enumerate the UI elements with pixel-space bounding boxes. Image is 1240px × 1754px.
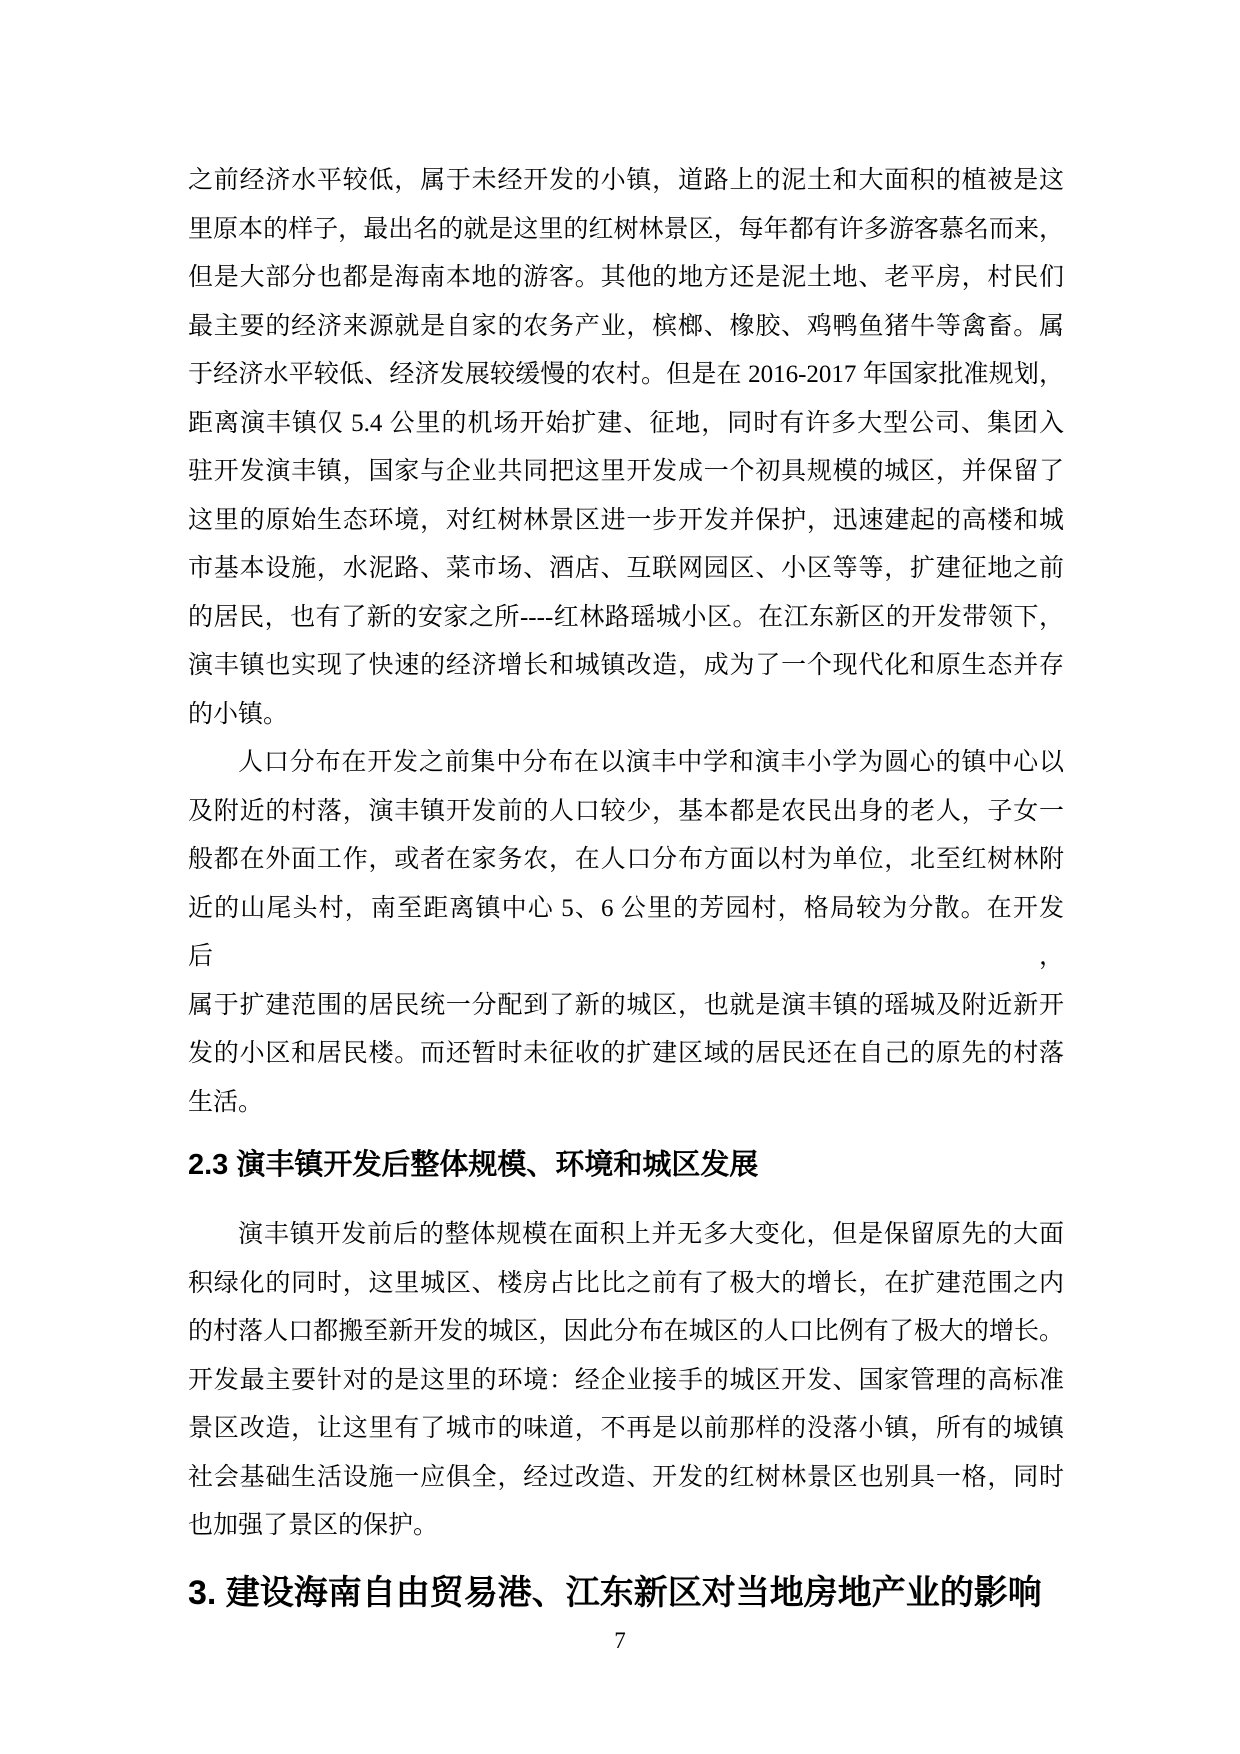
text-line: 的居民，也有了新的安家之所----红林路瑶城小区。在江东新区的开发带领下，	[188, 603, 1064, 631]
text-line: 距离演丰镇仅 5.4 公里的机场开始扩建、征地，同时有许多大型公司、集团入	[188, 409, 1064, 437]
text-line: 但是大部分也都是海南本地的游客。其他的地方还是泥土地、老平房，村民们	[188, 264, 1064, 291]
paragraph	[188, 157, 1064, 739]
paragraph	[188, 739, 1064, 1127]
page-number: 7	[614, 1628, 626, 1653]
text-line: 于经济水平较低、经济发展较缓慢的农村。但是在 2016-2017 年国家批准规划，	[188, 361, 1064, 388]
text-line: 里原本的样子，最出名的就是这里的红树林景区，每年都有许多游客慕名而来，	[188, 215, 1064, 243]
text-line: 最主要的经济来源就是自家的农务产业，槟榔、橡胶、鸡鸭鱼猪牛等禽畜。属	[188, 312, 1064, 340]
text-line: 驻开发演丰镇，国家与企业共同把这里开发成一个初具规模的城区，并保留了	[188, 458, 1064, 485]
text-line: 人口分布在开发之前集中分布在以演丰中学和演丰小学为圆心的镇中心以	[238, 749, 1064, 776]
text-line: 积绿化的同时，这里城区、楼房占比比之前有了极大的增长，在扩建范围之内	[188, 1269, 1064, 1297]
text-line: 这里的原始生态环境，对红树林景区进一步开发并保护，迅速建起的高楼和城	[188, 506, 1064, 534]
section-heading-3: 3. 建设海南自由贸易港、江东新区对当地房地产业的影响	[188, 1573, 1042, 1612]
text-line: 生活。	[188, 1088, 264, 1116]
text-line: 也加强了景区的保护。	[188, 1512, 439, 1539]
text-line: 及附近的村落，演丰镇开发前的人口较少，基本都是农民出身的老人，子女一	[188, 797, 1064, 825]
text-line: 发的小区和居民楼。而还暂时未征收的扩建区域的居民还在自己的原先的村落	[188, 1040, 1064, 1067]
text-line: 近的山尾头村，南至距离镇中心 5、6 公里的芳园村，格局较为分散。在开发后，	[188, 894, 1064, 970]
paragraph	[188, 1211, 1064, 1551]
text-line: 景区改造，让这里有了城市的味道，不再是以前那样的没落小镇，所有的城镇	[188, 1415, 1064, 1442]
text-line: 开发最主要针对的是这里的环境：经企业接手的城区开发、国家管理的高标准	[188, 1366, 1064, 1394]
text-line: 般都在外面工作，或者在家务农，在人口分布方面以村为单位，北至红树林附	[188, 846, 1064, 873]
text-line: 之前经济水平较低，属于未经开发的小镇，道路上的泥土和大面积的植被是这	[188, 167, 1064, 194]
text-line: 市基本设施，水泥路、菜市场、酒店、互联网园区、小区等等，扩建征地之前	[188, 555, 1064, 582]
text-line: 演丰镇也实现了快速的经济增长和城镇改造，成为了一个现代化和原生态并存	[188, 652, 1064, 679]
text-line: 的村落人口都搬至新开发的城区，因此分布在城区的人口比例有了极大的增长。	[188, 1318, 1064, 1345]
text-line: 社会基础生活设施一应俱全，经过改造、开发的红树林景区也别具一格，同时	[188, 1463, 1064, 1491]
text-line: 的小镇。	[188, 700, 289, 728]
page-body	[188, 157, 1064, 1621]
text-line: 属于扩建范围的居民统一分配到了新的城区，也就是演丰镇的瑶城及附近新开	[188, 991, 1064, 1019]
section-heading-2-3: 2.3 演丰镇开发后整体规模、环境和城区发展	[188, 1149, 759, 1181]
text-line: 演丰镇开发前后的整体规模在面积上并无多大变化，但是保留原先的大面	[238, 1221, 1064, 1248]
